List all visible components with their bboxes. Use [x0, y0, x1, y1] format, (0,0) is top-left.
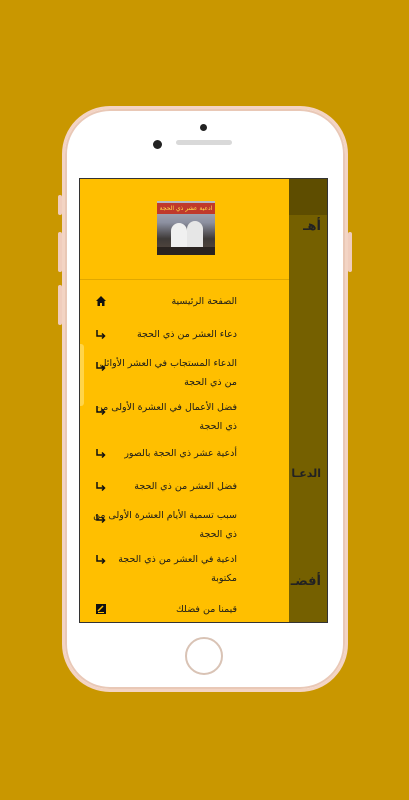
menu-item-mustajab[interactable]: [80, 354, 289, 392]
menu-item-dua-ashr[interactable]: [80, 325, 289, 344]
home-button[interactable]: [185, 637, 223, 675]
menu-label: دعاء العشر من ذي الحجة: [136, 329, 237, 340]
share-arrow-icon: [94, 446, 108, 460]
front-camera: [153, 140, 162, 149]
share-arrow-icon: [94, 552, 108, 566]
content-behind-drawer: [287, 179, 327, 622]
underlay-text: أفضـ: [290, 574, 321, 589]
power-button: [348, 232, 352, 272]
volume-button: [58, 285, 62, 325]
menu-item-rate[interactable]: [80, 600, 289, 619]
app-toolbar: [287, 179, 327, 215]
menu-item-home[interactable]: [80, 292, 289, 311]
camera-dot: [200, 124, 207, 131]
drawer-menu: [80, 292, 289, 619]
menu-item-images[interactable]: [80, 444, 289, 463]
menu-item-fadl-amal[interactable]: [80, 398, 289, 436]
navigation-drawer: [80, 179, 289, 622]
share-arrow-icon: [94, 359, 108, 373]
image-floor: [157, 247, 215, 255]
rate-icon: [94, 602, 108, 616]
silent-switch: [58, 195, 62, 215]
menu-label: أدعية عشر ذي الحجة بالصور: [124, 448, 237, 459]
share-arrow-icon: [94, 403, 108, 417]
menu-label: فضل الأعمال في العشرة الأولى من ذي الحجة: [95, 402, 237, 432]
underlay-text: أهـ: [303, 219, 321, 234]
menu-label: قيمنا من فضلك: [176, 604, 237, 615]
header-banner-text: ادعية عشر ذي الحجة: [157, 203, 215, 214]
menu-item-maktuba[interactable]: [80, 550, 289, 588]
menu-label: ادعية في العشر من ذي الحجة مكتوبة: [118, 554, 237, 584]
pilgrim-figure: [171, 223, 187, 249]
drawer-header: [80, 179, 289, 280]
menu-item-sabab[interactable]: [80, 506, 289, 544]
share-arrow-icon: [94, 327, 108, 341]
menu-label: فضل العشر من ذي الحجة: [134, 481, 237, 492]
menu-label: سبب تسمية الأيام العشرة الأولى من ذي الحجة: [93, 510, 237, 540]
volume-button: [58, 232, 62, 272]
menu-label: الدعاء المستجاب في العشر الأوائل من ذي الحجة: [99, 358, 237, 388]
home-icon: [94, 294, 108, 308]
menu-label: الصفحة الرئيسية: [171, 296, 237, 307]
header-image: [157, 201, 215, 255]
pilgrim-figure: [187, 221, 203, 249]
share-arrow-icon: [94, 511, 108, 525]
menu-item-fadl-ashr[interactable]: [80, 477, 289, 496]
underlay-text: الدعـا: [291, 467, 321, 480]
app-screen: [79, 178, 328, 623]
earpiece-speaker: [176, 140, 232, 145]
share-arrow-icon: [94, 479, 108, 493]
